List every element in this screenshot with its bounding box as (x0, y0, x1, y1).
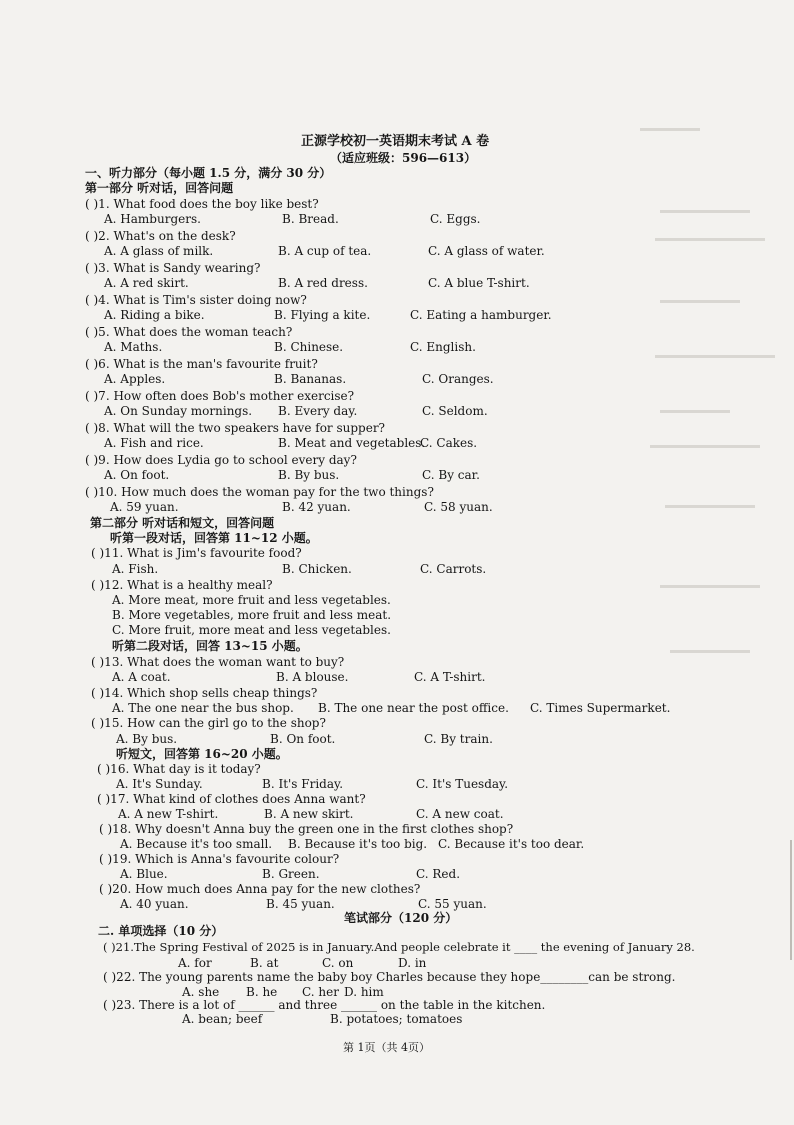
option-c: C. Eating a hamburger. (410, 308, 552, 322)
option-b: B. Green. (262, 867, 320, 881)
option-b: B. Chicken. (282, 562, 352, 576)
part2-heading: 第二部分 听对话和短文，回答问题 (90, 516, 275, 530)
option-b: B. Bananas. (274, 372, 347, 386)
question-text: ( )13. What does the woman want to buy? (91, 655, 345, 669)
dialogue2-instruction: 听第二段对话，回答 13~15 小题。 (112, 639, 308, 653)
option-c: C. A blue T-shirt. (428, 276, 530, 290)
option-b: B. Flying a kite. (274, 308, 371, 322)
question-text: ( )7. How often does Bob's mother exercise? (85, 389, 355, 403)
option-a: A. Maths. (104, 340, 163, 354)
question-text: ( )10. How much does the woman pay for the two things? (85, 485, 434, 499)
option-b: B. potatoes; tomatoes (330, 1012, 463, 1026)
question-text: ( )11. What is Jim's favourite food? (91, 546, 302, 560)
exam-subtitle: （适应班级：596—613） (330, 151, 477, 165)
option-c: C. her (302, 985, 339, 999)
option-a: A. 59 yuan. (110, 500, 179, 514)
option-b: B. Meat and vegetables. (278, 436, 426, 450)
option-a: A. A new T-shirt. (118, 807, 219, 821)
exam-title: 正源学校初一英语期末考试 A 卷 (301, 134, 490, 149)
option-b: B. 45 yuan. (266, 897, 335, 911)
option-b: B. Every day. (278, 404, 358, 418)
option-b: B. A red dress. (278, 276, 368, 290)
question-text: ( )2. What's on the desk? (85, 229, 236, 243)
option-b: B. It's Friday. (262, 777, 344, 791)
option-b: B. A blouse. (276, 670, 349, 684)
option-d: D. in (398, 956, 427, 970)
option-c: C. Seldom. (422, 404, 488, 418)
option-c: C. By train. (424, 732, 493, 746)
question-text: ( )23. There is a lot of ______ and three ______ on the table in the kitchen. (103, 998, 546, 1012)
option-c: C. A glass of water. (428, 244, 545, 258)
option-c: C. Times Supermarket. (530, 701, 671, 715)
option-a: A. Riding a bike. (104, 308, 205, 322)
question-text: ( )14. Which shop sells cheap things? (91, 686, 318, 700)
question-text: ( )12. What is a healthy meal? (91, 578, 273, 592)
question-text: ( )8. What will the two speakers have for supper? (85, 421, 385, 435)
dialogue1-instruction: 听第一段对话，回答第 11~12 小题。 (110, 531, 318, 545)
question-text: ( )3. What is Sandy wearing? (85, 261, 261, 275)
option-b: B. On foot. (270, 732, 336, 746)
option-c: C. Oranges. (422, 372, 494, 386)
option-a: A. A coat. (112, 670, 171, 684)
option-a: A. 40 yuan. (120, 897, 189, 911)
option-b: B. 42 yuan. (282, 500, 351, 514)
option-a: A. On foot. (104, 468, 170, 482)
option-c: C. Red. (416, 867, 461, 881)
option-b: B. A cup of tea. (278, 244, 372, 258)
listening-heading: 一、听力部分（每小题 1.5 分，满分 30 分） (85, 166, 332, 180)
option-c: C. Cakes. (420, 436, 478, 450)
option-b: B. he (246, 985, 278, 999)
option-c: C. 55 yuan. (418, 897, 487, 911)
option-b: B. A new skirt. (264, 807, 354, 821)
option-c: C. on (322, 956, 354, 970)
option-c: C. A new coat. (416, 807, 504, 821)
option-a: A. The one near the bus shop. (112, 701, 294, 715)
page-number: 第 1页（共 4页） (343, 1041, 430, 1054)
question-text: ( )6. What is the man's favourite fruit? (85, 357, 318, 371)
option-c: C. A T-shirt. (414, 670, 486, 684)
question-text: ( )1. What food does the boy like best? (85, 197, 319, 211)
written-heading: 笔试部分（120 分） (344, 911, 458, 925)
option-c: C. More fruit, more meat and less vegetables. (112, 623, 391, 637)
option-a: A. Fish. (112, 562, 159, 576)
option-d: D. him (344, 985, 384, 999)
question-text: ( )22. The young parents name the baby boy Charles because they hope________can be strong. (103, 970, 676, 984)
option-a: A. she (182, 985, 220, 999)
question-text: ( )5. What does the woman teach? (85, 325, 293, 339)
option-a: A. By bus. (116, 732, 178, 746)
passage-instruction: 听短文，回答第 16~20 小题。 (116, 747, 288, 761)
option-a: A. Fish and rice. (104, 436, 204, 450)
option-a: A. Hamburgers. (104, 212, 201, 226)
section2-heading: 二. 单项选择（10 分） (98, 924, 224, 938)
option-a: A. A glass of milk. (104, 244, 214, 258)
option-c: C. By car. (422, 468, 480, 482)
question-text: ( )20. How much does Anna pay for the new clothes? (99, 882, 421, 896)
option-c: C. English. (410, 340, 476, 354)
option-c: C. Eggs. (430, 212, 481, 226)
part1-heading: 第一部分 听对话，回答问题 (85, 181, 234, 195)
option-a: A. On Sunday mornings. (104, 404, 253, 418)
question-text: ( )19. Which is Anna's favourite colour? (99, 852, 340, 866)
option-b: B. More vegetables, more fruit and less meat. (112, 608, 392, 622)
option-c: C. 58 yuan. (424, 500, 493, 514)
option-b: B. Chinese. (274, 340, 344, 354)
option-b: B. Because it's too big. (288, 837, 428, 851)
question-text: ( )18. Why doesn't Anna buy the green one in the first clothes shop? (99, 822, 514, 836)
option-a: A. It's Sunday. (116, 777, 203, 791)
option-b: B. at (250, 956, 279, 970)
option-c: C. Carrots. (420, 562, 487, 576)
option-b: B. By bus. (278, 468, 340, 482)
question-text: ( )4. What is Tim's sister doing now? (85, 293, 307, 307)
option-b: B. Bread. (282, 212, 339, 226)
option-a: A. Apples. (104, 372, 166, 386)
option-a: A. Because it's too small. (120, 837, 273, 851)
question-text: ( )9. How does Lydia go to school every day? (85, 453, 357, 467)
question-text: ( )15. How can the girl go to the shop? (91, 716, 326, 730)
option-a: A. for (178, 956, 212, 970)
option-c: C. It's Tuesday. (416, 777, 509, 791)
option-a: A. bean; beef (182, 1012, 263, 1026)
option-c: C. Because it's too dear. (438, 837, 585, 851)
option-a: A. More meat, more fruit and less vegetables. (112, 593, 391, 607)
question-text: ( )17. What kind of clothes does Anna want? (97, 792, 366, 806)
question-text: ( )21.The Spring Festival of 2025 is in January.And people celebrate it ____ the evening of January 28. (103, 940, 695, 954)
option-b: B. The one near the post office. (318, 701, 509, 715)
option-a: A. A red skirt. (104, 276, 189, 290)
option-a: A. Blue. (120, 867, 168, 881)
question-text: ( )16. What day is it today? (97, 762, 261, 776)
